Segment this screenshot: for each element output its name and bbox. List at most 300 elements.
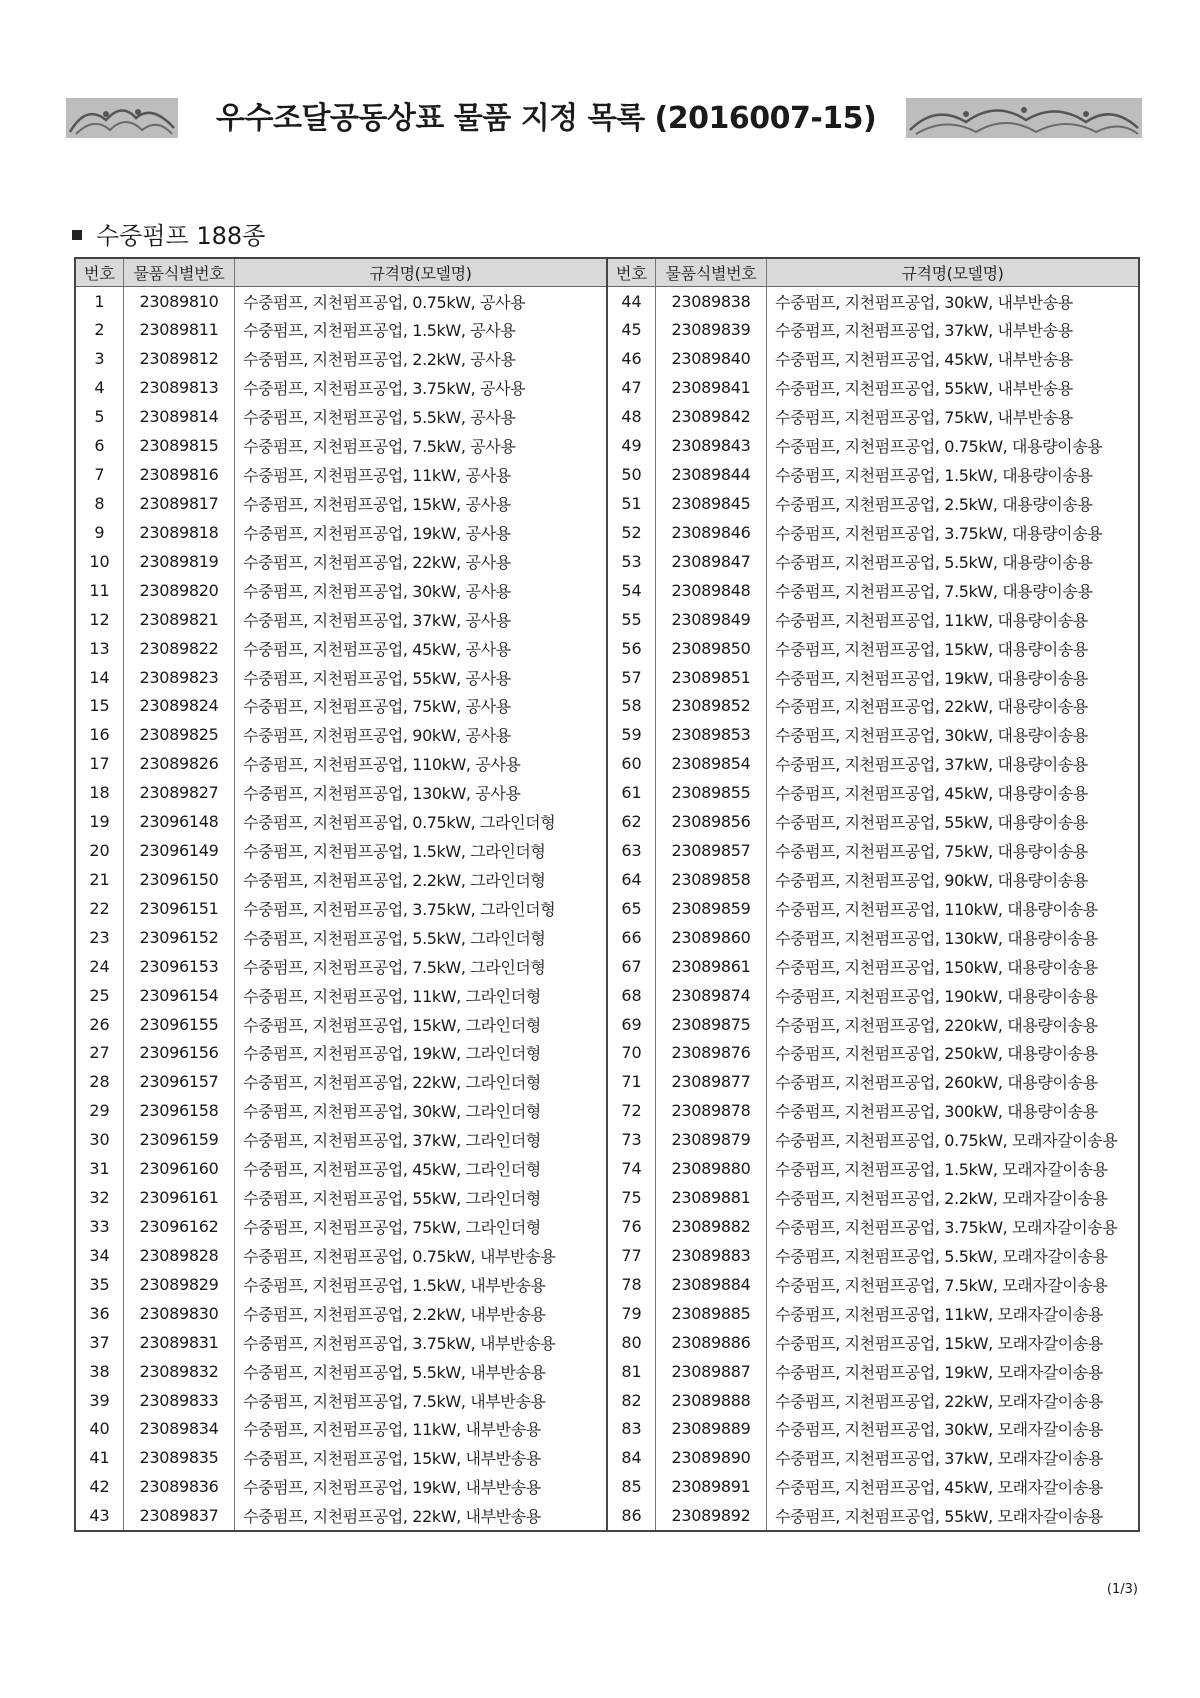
cell-no: 24: [76, 952, 124, 981]
cell-item-id: 23089851: [656, 663, 767, 692]
table-row: [76, 287, 606, 316]
cell-item-id: 23096161: [124, 1183, 235, 1212]
table-row: [76, 1039, 606, 1068]
table-row: [608, 778, 1138, 807]
cell-item-id: 23089848: [656, 576, 767, 605]
cell-no: 57: [608, 663, 656, 692]
cell-spec: 수중펌프, 지천펌프공업, 45kW, 내부반송용: [775, 350, 1073, 370]
cell-item-id: 23089884: [656, 1270, 767, 1299]
cell-no: 13: [76, 634, 124, 663]
cell-no: 61: [608, 778, 656, 807]
table-row: [608, 344, 1138, 373]
cell-no: 58: [608, 691, 656, 720]
cell-no: 55: [608, 605, 656, 634]
cell-item-id: 23096159: [124, 1125, 235, 1154]
table-row: [76, 1270, 606, 1299]
cell-item-id: 23089811: [124, 315, 235, 344]
cell-no: 26: [76, 1010, 124, 1039]
cell-spec: 수중펌프, 지천펌프공업, 2.2kW, 공사용: [243, 350, 516, 370]
table-row: [76, 1415, 606, 1444]
cell-no: 34: [76, 1241, 124, 1270]
cell-spec: 수중펌프, 지천펌프공업, 2.2kW, 내부반송용: [243, 1304, 546, 1324]
cell-spec: 수중펌프, 지천펌프공업, 90kW, 대용량이송용: [775, 870, 1088, 890]
table-row: [76, 663, 606, 692]
table-row: [76, 894, 606, 923]
cell-item-id: 23089832: [124, 1357, 235, 1386]
cell-no: 53: [608, 547, 656, 576]
cell-spec: 수중펌프, 지천펌프공업, 55kW, 공사용: [243, 668, 511, 688]
cell-item-id: 23089847: [656, 547, 767, 576]
cell-no: 42: [76, 1472, 124, 1501]
cell-item-id: 23089830: [124, 1299, 235, 1328]
cell-spec: 수중펌프, 지천펌프공업, 5.5kW, 대용량이송용: [775, 552, 1093, 572]
cell-item-id: 23089824: [124, 691, 235, 720]
cell-spec: 수중펌프, 지천펌프공업, 5.5kW, 모래자갈이송용: [775, 1246, 1108, 1266]
table-row: [76, 576, 606, 605]
cell-spec: 수중펌프, 지천펌프공업, 3.75kW, 공사용: [243, 379, 526, 399]
cell-no: 83: [608, 1415, 656, 1444]
cell-spec: 수중펌프, 지천펌프공업, 30kW, 공사용: [243, 581, 511, 601]
cell-item-id: 23089850: [656, 634, 767, 663]
table-row: [76, 952, 606, 981]
cell-item-id: 23089849: [656, 605, 767, 634]
cell-no: 65: [608, 894, 656, 923]
cell-spec: 수중펌프, 지천펌프공업, 5.5kW, 내부반송용: [243, 1362, 546, 1382]
cell-item-id: 23089821: [124, 605, 235, 634]
cell-no: 62: [608, 807, 656, 836]
cell-item-id: 23089835: [124, 1443, 235, 1472]
cell-no: 39: [76, 1386, 124, 1415]
cell-no: 59: [608, 720, 656, 749]
table-row: [76, 1241, 606, 1270]
table-left-half: [76, 259, 608, 1530]
cell-item-id: 23089890: [656, 1443, 767, 1472]
ornament-left-icon: [66, 98, 178, 138]
column-header-id: 물품식별번호: [124, 259, 235, 286]
cell-item-id: 23096156: [124, 1039, 235, 1068]
cell-item-id: 23089822: [124, 634, 235, 663]
table-row: [608, 663, 1138, 692]
cell-no: 1: [76, 287, 124, 316]
cell-spec: 수중펌프, 지천펌프공업, 11kW, 내부반송용: [243, 1420, 541, 1440]
cell-no: 47: [608, 373, 656, 402]
cell-spec: 수중펌프, 지천펌프공업, 55kW, 대용량이송용: [775, 813, 1088, 833]
cell-item-id: 23089818: [124, 518, 235, 547]
cell-no: 23: [76, 923, 124, 952]
cell-item-id: 23096158: [124, 1096, 235, 1125]
cell-no: 74: [608, 1154, 656, 1183]
cell-no: 45: [608, 315, 656, 344]
table-row: [76, 460, 606, 489]
cell-spec: 수중펌프, 지천펌프공업, 1.5kW, 공사용: [243, 321, 516, 341]
table-row: [76, 778, 606, 807]
cell-no: 21: [76, 865, 124, 894]
table-row: [76, 373, 606, 402]
cell-spec: 수중펌프, 지천펌프공업, 30kW, 내부반송용: [775, 292, 1073, 312]
cell-item-id: 23089840: [656, 344, 767, 373]
cell-item-id: 23096149: [124, 836, 235, 865]
cell-no: 10: [76, 547, 124, 576]
cell-item-id: 23089825: [124, 720, 235, 749]
cell-spec: 수중펌프, 지천펌프공업, 90kW, 공사용: [243, 726, 511, 746]
table-row: [76, 1443, 606, 1472]
cell-no: 22: [76, 894, 124, 923]
cell-spec: 수중펌프, 지천펌프공업, 19kW, 공사용: [243, 523, 511, 543]
table-row: [608, 1472, 1138, 1501]
cell-item-id: 23089813: [124, 373, 235, 402]
table-row: [608, 1328, 1138, 1357]
cell-spec: 수중펌프, 지천펌프공업, 37kW, 내부반송용: [775, 321, 1073, 341]
cell-no: 76: [608, 1212, 656, 1241]
cell-spec: 수중펌프, 지천펌프공업, 3.75kW, 내부반송용: [243, 1333, 556, 1353]
cell-spec: 수중펌프, 지천펌프공업, 22kW, 모래자갈이송용: [775, 1391, 1103, 1411]
column-header-no: 번호: [76, 259, 124, 286]
cell-item-id: 23089883: [656, 1241, 767, 1270]
cell-spec: 수중펌프, 지천펌프공업, 15kW, 모래자갈이송용: [775, 1333, 1103, 1353]
cell-spec: 수중펌프, 지천펌프공업, 250kW, 대용량이송용: [775, 1044, 1098, 1064]
cell-spec: 수중펌프, 지천펌프공업, 0.75kW, 그라인더형: [243, 813, 556, 833]
cell-item-id: 23089854: [656, 749, 767, 778]
cell-item-id: 23096153: [124, 952, 235, 981]
cell-item-id: 23089860: [656, 923, 767, 952]
cell-item-id: 23089812: [124, 344, 235, 373]
table-row: [608, 605, 1138, 634]
cell-spec: 수중펌프, 지천펌프공업, 300kW, 대용량이송용: [775, 1102, 1098, 1122]
cell-no: 81: [608, 1357, 656, 1386]
section-heading: [72, 220, 265, 252]
cell-spec: 수중펌프, 지천펌프공업, 11kW, 대용량이송용: [775, 610, 1088, 630]
table-row: [608, 894, 1138, 923]
table-row: [608, 1270, 1138, 1299]
table-row: [608, 547, 1138, 576]
table-row: [76, 836, 606, 865]
cell-spec: 수중펌프, 지천펌프공업, 45kW, 공사용: [243, 639, 511, 659]
table-row: [76, 1501, 606, 1530]
cell-no: 79: [608, 1299, 656, 1328]
cell-no: 35: [76, 1270, 124, 1299]
table-row: [76, 1067, 606, 1096]
cell-spec: 수중펌프, 지천펌프공업, 3.75kW, 대용량이송용: [775, 523, 1103, 543]
column-header-no: 번호: [608, 259, 656, 286]
cell-item-id: 23089814: [124, 402, 235, 431]
cell-no: 29: [76, 1096, 124, 1125]
cell-no: 38: [76, 1357, 124, 1386]
table-row: [608, 923, 1138, 952]
cell-spec: 수중펌프, 지천펌프공업, 1.5kW, 대용량이송용: [775, 466, 1093, 486]
cell-item-id: 23089886: [656, 1328, 767, 1357]
cell-item-id: 23089892: [656, 1501, 767, 1530]
cell-spec: 수중펌프, 지천펌프공업, 15kW, 내부반송용: [243, 1449, 541, 1469]
cell-no: 18: [76, 778, 124, 807]
table-row: [608, 1096, 1138, 1125]
cell-item-id: 23089846: [656, 518, 767, 547]
table-row: [608, 1443, 1138, 1472]
table-header-right: [608, 259, 1138, 287]
table-header-left: [76, 259, 606, 287]
column-header-id: 물품식별번호: [656, 259, 767, 286]
cell-no: 4: [76, 373, 124, 402]
cell-item-id: 23089842: [656, 402, 767, 431]
cell-spec: 수중펌프, 지천펌프공업, 2.2kW, 모래자갈이송용: [775, 1189, 1108, 1209]
cell-item-id: 23089859: [656, 894, 767, 923]
cell-spec: 수중펌프, 지천펌프공업, 15kW, 그라인더형: [243, 1015, 541, 1035]
cell-no: 64: [608, 865, 656, 894]
section-title: 수중펌프 188종: [96, 222, 266, 250]
table-row: [76, 691, 606, 720]
table-row: [76, 634, 606, 663]
cell-item-id: 23096151: [124, 894, 235, 923]
cell-no: 3: [76, 344, 124, 373]
cell-no: 51: [608, 489, 656, 518]
cell-item-id: 23096152: [124, 923, 235, 952]
cell-spec: 수중펌프, 지천펌프공업, 150kW, 대용량이송용: [775, 957, 1098, 977]
cell-item-id: 23089833: [124, 1386, 235, 1415]
cell-no: 7: [76, 460, 124, 489]
cell-spec: 수중펌프, 지천펌프공업, 15kW, 공사용: [243, 494, 511, 514]
cell-no: 33: [76, 1212, 124, 1241]
cell-item-id: 23089881: [656, 1183, 767, 1212]
cell-spec: 수중펌프, 지천펌프공업, 0.75kW, 대용량이송용: [775, 437, 1103, 457]
cell-item-id: 23089879: [656, 1125, 767, 1154]
cell-item-id: 23089816: [124, 460, 235, 489]
table-row: [76, 1125, 606, 1154]
table-row: [76, 923, 606, 952]
cell-no: 36: [76, 1299, 124, 1328]
cell-no: 82: [608, 1386, 656, 1415]
cell-item-id: 23096160: [124, 1154, 235, 1183]
table-row: [608, 1183, 1138, 1212]
cell-item-id: 23089880: [656, 1154, 767, 1183]
cell-spec: 수중펌프, 지천펌프공업, 1.5kW, 내부반송용: [243, 1275, 546, 1295]
cell-no: 73: [608, 1125, 656, 1154]
cell-spec: 수중펌프, 지천펌프공업, 0.75kW, 모래자갈이송용: [775, 1131, 1118, 1151]
bullet-square-icon: [72, 230, 82, 240]
cell-spec: 수중펌프, 지천펌프공업, 2.5kW, 대용량이송용: [775, 494, 1093, 514]
table-row: [76, 1183, 606, 1212]
cell-no: 25: [76, 981, 124, 1010]
cell-no: 20: [76, 836, 124, 865]
table-row: [608, 373, 1138, 402]
cell-no: 85: [608, 1472, 656, 1501]
cell-item-id: 23089876: [656, 1039, 767, 1068]
cell-spec: 수중펌프, 지천펌프공업, 0.75kW, 내부반송용: [243, 1246, 556, 1266]
cell-no: 15: [76, 691, 124, 720]
table-row: [608, 952, 1138, 981]
cell-no: 54: [608, 576, 656, 605]
cell-no: 31: [76, 1154, 124, 1183]
cell-spec: 수중펌프, 지천펌프공업, 55kW, 내부반송용: [775, 379, 1073, 399]
cell-no: 32: [76, 1183, 124, 1212]
page-title: 우수조달공동상표 물품 지정 목록 (2016007-15): [216, 101, 877, 136]
table-row: [76, 431, 606, 460]
cell-spec: 수중펌프, 지천펌프공업, 37kW, 공사용: [243, 610, 511, 630]
cell-item-id: 23089843: [656, 431, 767, 460]
cell-item-id: 23089837: [124, 1501, 235, 1530]
cell-no: 77: [608, 1241, 656, 1270]
cell-no: 30: [76, 1125, 124, 1154]
cell-spec: 수중펌프, 지천펌프공업, 130kW, 대용량이송용: [775, 928, 1098, 948]
cell-spec: 수중펌프, 지천펌프공업, 2.2kW, 그라인더형: [243, 870, 546, 890]
cell-no: 43: [76, 1501, 124, 1530]
cell-no: 40: [76, 1415, 124, 1444]
cell-no: 75: [608, 1183, 656, 1212]
table-row: [76, 1212, 606, 1241]
cell-spec: 수중펌프, 지천펌프공업, 3.75kW, 그라인더형: [243, 899, 556, 919]
table-row: [76, 1357, 606, 1386]
table-right-half: [608, 259, 1138, 1530]
cell-spec: 수중펌프, 지천펌프공업, 45kW, 모래자갈이송용: [775, 1478, 1103, 1498]
cell-item-id: 23089845: [656, 489, 767, 518]
cell-spec: 수중펌프, 지천펌프공업, 11kW, 모래자갈이송용: [775, 1304, 1103, 1324]
cell-spec: 수중펌프, 지천펌프공업, 37kW, 모래자갈이송용: [775, 1449, 1103, 1469]
cell-item-id: 23089841: [656, 373, 767, 402]
table-row: [608, 634, 1138, 663]
cell-spec: 수중펌프, 지천펌프공업, 30kW, 모래자갈이송용: [775, 1420, 1103, 1440]
table-row: [76, 402, 606, 431]
cell-item-id: 23089889: [656, 1415, 767, 1444]
cell-item-id: 23096154: [124, 981, 235, 1010]
cell-no: 28: [76, 1067, 124, 1096]
cell-item-id: 23089838: [656, 287, 767, 316]
cell-item-id: 23089885: [656, 1299, 767, 1328]
column-header-spec: 규격명(모델명): [901, 263, 1004, 283]
cell-no: 50: [608, 460, 656, 489]
cell-spec: 수중펌프, 지천펌프공업, 22kW, 공사용: [243, 552, 511, 572]
cell-spec: 수중펌프, 지천펌프공업, 1.5kW, 모래자갈이송용: [775, 1160, 1108, 1180]
cell-no: 12: [76, 605, 124, 634]
table-row: [76, 720, 606, 749]
table-row: [76, 981, 606, 1010]
cell-item-id: 23089844: [656, 460, 767, 489]
cell-item-id: 23089839: [656, 315, 767, 344]
table-row: [608, 460, 1138, 489]
table-row: [608, 1357, 1138, 1386]
page-number: (1/3): [1106, 1582, 1138, 1597]
cell-spec: 수중펌프, 지천펌프공업, 7.5kW, 내부반송용: [243, 1391, 546, 1411]
cell-no: 48: [608, 402, 656, 431]
table-row: [76, 1472, 606, 1501]
cell-item-id: 23096150: [124, 865, 235, 894]
cell-item-id: 23089853: [656, 720, 767, 749]
table-row: [608, 691, 1138, 720]
cell-no: 56: [608, 634, 656, 663]
cell-item-id: 23089861: [656, 952, 767, 981]
cell-no: 78: [608, 1270, 656, 1299]
cell-item-id: 23089882: [656, 1212, 767, 1241]
column-header-spec: 규격명(모델명): [369, 263, 472, 283]
table-row: [76, 344, 606, 373]
cell-spec: 수중펌프, 지천펌프공업, 19kW, 대용량이송용: [775, 668, 1088, 688]
cell-item-id: 23089823: [124, 663, 235, 692]
table-row: [608, 1039, 1138, 1068]
cell-no: 9: [76, 518, 124, 547]
cell-spec: 수중펌프, 지천펌프공업, 7.5kW, 대용량이송용: [775, 581, 1093, 601]
cell-spec: 수중펌프, 지천펌프공업, 5.5kW, 공사용: [243, 408, 516, 428]
cell-no: 37: [76, 1328, 124, 1357]
table-row: [608, 749, 1138, 778]
table-row: [608, 287, 1138, 316]
table-row: [76, 1299, 606, 1328]
cell-no: 66: [608, 923, 656, 952]
table-row: [608, 1212, 1138, 1241]
cell-spec: 수중펌프, 지천펌프공업, 37kW, 그라인더형: [243, 1131, 541, 1151]
product-table: [74, 257, 1140, 1532]
cell-no: 5: [76, 402, 124, 431]
cell-item-id: 23089875: [656, 1010, 767, 1039]
cell-no: 46: [608, 344, 656, 373]
cell-no: 84: [608, 1443, 656, 1472]
table-row: [608, 1501, 1138, 1530]
cell-spec: 수중펌프, 지천펌프공업, 22kW, 대용량이송용: [775, 697, 1088, 717]
table-row: [608, 1299, 1138, 1328]
cell-no: 2: [76, 315, 124, 344]
cell-item-id: 23089856: [656, 807, 767, 836]
cell-spec: 수중펌프, 지천펌프공업, 5.5kW, 그라인더형: [243, 928, 546, 948]
cell-item-id: 23096162: [124, 1212, 235, 1241]
cell-spec: 수중펌프, 지천펌프공업, 75kW, 대용량이송용: [775, 842, 1088, 862]
cell-spec: 수중펌프, 지천펌프공업, 190kW, 대용량이송용: [775, 986, 1098, 1006]
cell-item-id: 23089836: [124, 1472, 235, 1501]
cell-spec: 수중펌프, 지천펌프공업, 45kW, 그라인더형: [243, 1160, 541, 1180]
cell-item-id: 23089826: [124, 749, 235, 778]
cell-item-id: 23089819: [124, 547, 235, 576]
cell-no: 86: [608, 1501, 656, 1530]
table-row: [608, 836, 1138, 865]
cell-item-id: 23089828: [124, 1241, 235, 1270]
cell-spec: 수중펌프, 지천펌프공업, 110kW, 공사용: [243, 755, 521, 775]
cell-no: 71: [608, 1067, 656, 1096]
table-row: [76, 749, 606, 778]
cell-item-id: 23089831: [124, 1328, 235, 1357]
cell-item-id: 23089857: [656, 836, 767, 865]
table-row: [608, 518, 1138, 547]
cell-spec: 수중펌프, 지천펌프공업, 55kW, 그라인더형: [243, 1189, 541, 1209]
cell-item-id: 23089817: [124, 489, 235, 518]
cell-no: 8: [76, 489, 124, 518]
cell-no: 14: [76, 663, 124, 692]
cell-item-id: 23089855: [656, 778, 767, 807]
cell-spec: 수중펌프, 지천펌프공업, 11kW, 공사용: [243, 466, 511, 486]
table-row: [608, 402, 1138, 431]
ornament-right-icon: [906, 98, 1142, 138]
table-row: [608, 431, 1138, 460]
table-row: [608, 1154, 1138, 1183]
cell-spec: 수중펌프, 지천펌프공업, 220kW, 대용량이송용: [775, 1015, 1098, 1035]
cell-spec: 수중펌프, 지천펌프공업, 1.5kW, 그라인더형: [243, 842, 546, 862]
cell-spec: 수중펌프, 지천펌프공업, 15kW, 대용량이송용: [775, 639, 1088, 659]
cell-item-id: 23089877: [656, 1067, 767, 1096]
cell-no: 67: [608, 952, 656, 981]
cell-item-id: 23089820: [124, 576, 235, 605]
cell-item-id: 23089815: [124, 431, 235, 460]
cell-item-id: 23089888: [656, 1386, 767, 1415]
cell-no: 70: [608, 1039, 656, 1068]
cell-no: 69: [608, 1010, 656, 1039]
table-row: [76, 1328, 606, 1357]
cell-no: 6: [76, 431, 124, 460]
cell-item-id: 23089829: [124, 1270, 235, 1299]
table-row: [608, 1125, 1138, 1154]
cell-spec: 수중펌프, 지천펌프공업, 30kW, 그라인더형: [243, 1102, 541, 1122]
table-row: [76, 865, 606, 894]
cell-spec: 수중펌프, 지천펌프공업, 75kW, 내부반송용: [775, 408, 1073, 428]
cell-no: 60: [608, 749, 656, 778]
table-row: [76, 489, 606, 518]
cell-no: 27: [76, 1039, 124, 1068]
cell-spec: 수중펌프, 지천펌프공업, 55kW, 모래자갈이송용: [775, 1507, 1103, 1527]
table-row: [608, 1386, 1138, 1415]
cell-no: 16: [76, 720, 124, 749]
